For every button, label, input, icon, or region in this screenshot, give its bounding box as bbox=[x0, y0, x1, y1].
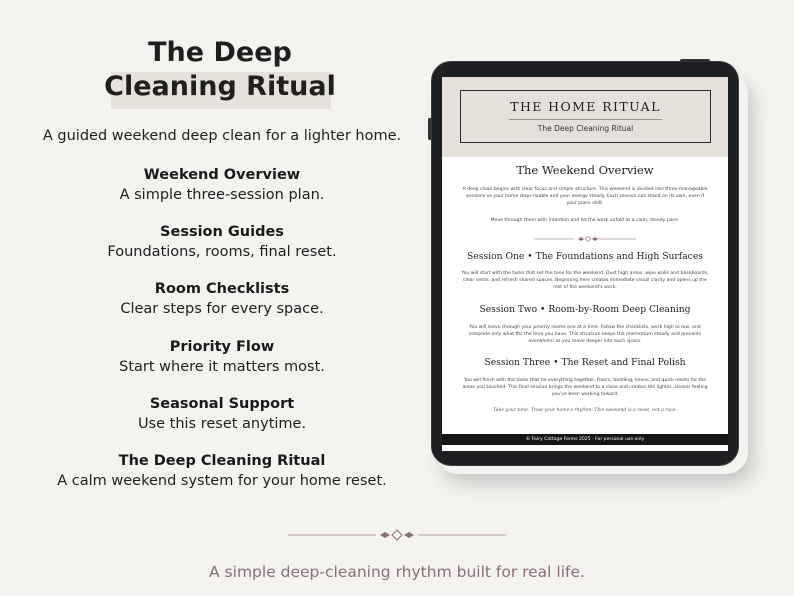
feature-description: Foundations, rooms, final reset. bbox=[107, 244, 337, 261]
document-footer: © Fairy Cottage Farms 2025 · For personal use only bbox=[442, 434, 728, 445]
session-one-heading: Session One • The Foundations and High Surfaces bbox=[467, 251, 703, 262]
bottom-ornament-divider bbox=[288, 529, 506, 541]
ornament-divider bbox=[534, 236, 636, 242]
title-line-2: Cleaning Ritual bbox=[104, 71, 336, 102]
overview-paragraph-1: A deep clean begins with clear focus and simple structure. This weekend is divided into three manageable sessions so your home stays livable and your energy steady. Each session can stand on its own, even if your plans shift. bbox=[462, 187, 708, 207]
header-frame bbox=[460, 90, 711, 143]
tablet-side-button bbox=[428, 118, 431, 140]
feature-description: A calm weekend system for your home reset. bbox=[57, 472, 387, 489]
overview-paragraph-2: Move through them with intention and let the work unfold at a calm, steady pace. bbox=[490, 218, 680, 223]
overview-heading: The Weekend Overview bbox=[516, 163, 654, 177]
tablet-top-button bbox=[680, 59, 710, 62]
feature-title: Session Guides bbox=[160, 224, 284, 241]
bottom-tagline: A simple deep-cleaning rhythm built for real life. bbox=[209, 563, 585, 581]
title-line-1: The Deep bbox=[148, 37, 292, 68]
tablet-screen bbox=[442, 77, 728, 451]
document-header bbox=[442, 77, 728, 157]
feature-description: Use this reset anytime. bbox=[137, 415, 307, 432]
feature-session-guides bbox=[0, 223, 444, 280]
feature-title: Room Checklists bbox=[154, 281, 290, 298]
feature-room-checklists bbox=[0, 280, 444, 337]
feature-priority-flow bbox=[0, 338, 444, 395]
tagline: A guided weekend deep clean for a lighter home. bbox=[42, 128, 402, 144]
feature-weekend-overview bbox=[0, 166, 444, 223]
feature-description: Clear steps for every space. bbox=[120, 301, 324, 318]
feature-description: A simple three-session plan. bbox=[119, 187, 325, 203]
header-rule bbox=[509, 119, 662, 120]
page-title bbox=[0, 36, 440, 104]
feature-list bbox=[0, 166, 444, 509]
closing-note: Take your time. Trust your home's rhythm. This weekend is a reset, not a race. bbox=[493, 408, 677, 413]
document-brand-title: THE HOME RITUAL bbox=[510, 99, 661, 114]
feature-description: Start where it matters most. bbox=[119, 358, 325, 375]
feature-title: Weekend Overview bbox=[143, 167, 301, 183]
session-two-heading: Session Two • Room-by-Room Deep Cleaning bbox=[479, 304, 691, 315]
session-three-heading: Session Three • The Reset and Final Polish bbox=[484, 357, 686, 368]
feature-deep-cleaning-ritual bbox=[0, 452, 444, 509]
session-one-body: You will start with the tasks that set the tone for the weekend. Dust high areas, wipe walls and baseboards, clear vents, and refresh shared spaces. Beginning here creates immediate visual clarity and opens up the rest of the weekend's work. bbox=[461, 271, 709, 291]
session-two-body: You will move through your priority rooms one at a time. Follow the checklists, work high to low, and complete only what fits the time you have. This structure keeps the momentum steady and prevents overwhelm as you move deeper into each space. bbox=[468, 325, 702, 345]
document-subtitle: The Deep Cleaning Ritual bbox=[537, 124, 634, 133]
feature-seasonal-support bbox=[0, 395, 444, 452]
feature-title: Seasonal Support bbox=[149, 395, 295, 412]
session-three-body: You will finish with the tasks that tie everything together. Floors, bedding, linens, and quick resets for the areas you touched. This final session brings the weekend to a close and creates the lighter, clearer feeling you've been working toward. bbox=[462, 378, 708, 398]
feature-title: Priority Flow bbox=[169, 338, 275, 355]
feature-title: The Deep Cleaning Ritual bbox=[118, 452, 326, 469]
